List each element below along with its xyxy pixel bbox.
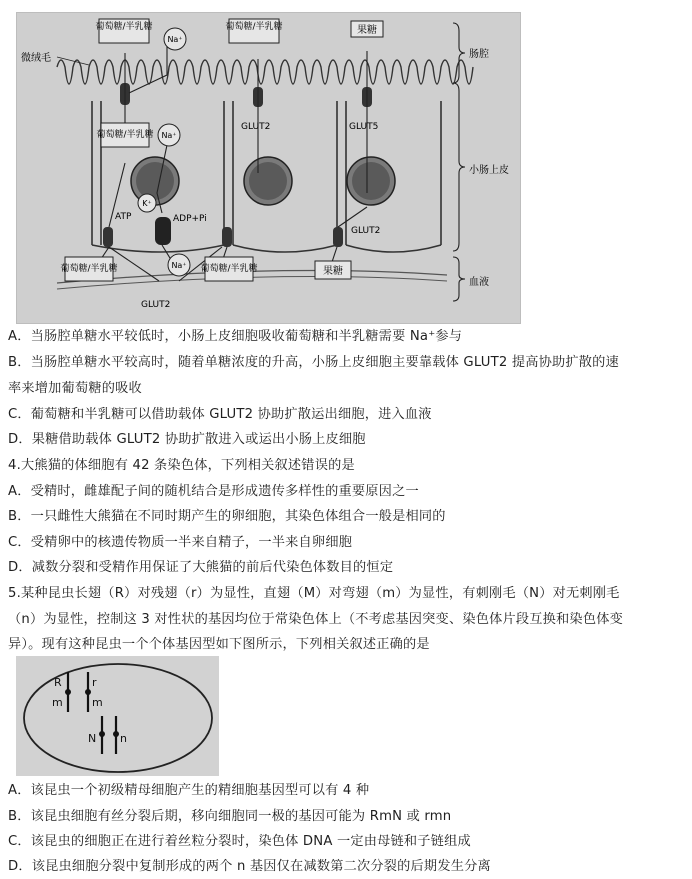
q5-stem-line2: （n）为显性，控制这 3 对性状的基因均位于常染色体上（不考虑基因突变、染色体片段互换和染色体变 — [8, 612, 623, 627]
q5-option-b: B．该昆虫细胞有丝分裂后期，移向细胞同一极的基因可能为 RmN 或 rmn — [8, 809, 452, 824]
glut2-basal-transporter-2 — [222, 227, 232, 247]
glucose-label-blood-1: 葡萄糖/半乳糖 — [60, 264, 118, 274]
q4-option-c: C．受精卵中的核遗传物质一半来自精子，一半来自卵细胞 — [8, 535, 353, 550]
glut2-label-apical: GLUT2 — [241, 122, 271, 132]
gene-n: n — [120, 732, 127, 745]
region-brackets — [453, 23, 465, 301]
label-box-fructose-blood — [315, 261, 351, 279]
microvilli-label: 微绒毛 — [21, 53, 51, 64]
q4-option-d: D．减数分裂和受精作用保证了大熊猫的前后代染色体数目的恒定 — [8, 560, 394, 575]
q4-stem: 4.大熊猫的体细胞有 42 条染色体，下列相关叙述错误的是 — [8, 458, 355, 473]
epithelium-label: 小肠上皮 — [469, 165, 509, 176]
svg-text:Na⁺: Na⁺ — [167, 35, 183, 44]
gene-m-right: m — [92, 696, 103, 709]
cell-outline — [24, 664, 212, 772]
glut5-label: GLUT5 — [349, 122, 379, 132]
label-box-glucose-top — [95, 19, 152, 43]
intestine-diagram-svg — [17, 13, 520, 323]
q5-stem-line1: 5.某种昆虫长翅（R）对残翅（r）为显性，直翅（M）对弯翅（m）为显性，有刺刚毛（N）对无刺刚毛 — [8, 586, 620, 601]
glucose-label-blood-2: 葡萄糖/半乳糖 — [200, 264, 258, 274]
na-ion-cell — [158, 124, 180, 146]
glut2-basal-transporter-1 — [103, 227, 113, 247]
q4-option-a: A．受精时，雌雄配子间的随机结合是形成遗传多样性的重要原因之一 — [8, 484, 419, 499]
svg-text:Na⁺: Na⁺ — [171, 261, 187, 270]
glut2-label-basal: GLUT2 — [351, 226, 381, 236]
gene-r: r — [92, 676, 97, 689]
blood-label: 血液 — [469, 277, 489, 288]
gene-R: R — [54, 676, 62, 689]
intestine-transport-figure — [16, 12, 521, 324]
glut2-label-bottom: GLUT2 — [141, 300, 171, 310]
q3-option-c: C．葡萄糖和半乳糖可以借助载体 GLUT2 协助扩散运出细胞，进入血液 — [8, 407, 432, 422]
adp-label: ADP+Pi — [173, 214, 207, 224]
q4-option-b: B．一只雌性大熊猫在不同时期产生的卵细胞，其染色体组合一般是相同的 — [8, 509, 446, 524]
label-box-glucose-cell — [96, 123, 153, 147]
na-k-pump — [155, 217, 171, 245]
label-box-glucose-blood-2 — [200, 257, 257, 281]
fructose-label-blood: 果糖 — [323, 266, 343, 277]
chromosome-diagram-svg — [16, 656, 219, 776]
q5-stem-line3: 异）。现有这种昆虫一个个体基因型如下图所示，下列相关叙述正确的是 — [8, 637, 430, 652]
gene-m-left: m — [52, 696, 63, 709]
microvilli-membrane — [57, 60, 473, 84]
q5-option-a: A．该昆虫一个初级精母细胞产生的精细胞基因型可以有 4 种 — [8, 783, 370, 798]
q5-option-c: C．该昆虫的细胞正在进行着丝粒分裂时，染色体 DNA 一定由母链和子链组成 — [8, 834, 471, 849]
q3-option-d: D．果糖借助载体 GLUT2 协助扩散进入或运出小肠上皮细胞 — [8, 432, 366, 447]
na-ion-blood — [168, 254, 190, 276]
glucose-label-mid: 葡萄糖/半乳糖 — [225, 22, 283, 32]
nucleus-cell-1 — [131, 157, 179, 205]
nucleus-cell-3 — [347, 157, 395, 205]
q5-option-d: D．该昆虫细胞分裂中复制形成的两个 n 基因仅在减数第二次分裂的后期发生分离 — [8, 859, 491, 874]
na-ion-lumen — [164, 28, 186, 50]
fructose-label-top: 果糖 — [357, 25, 377, 36]
glut2-basal-transporter-3 — [333, 227, 343, 247]
svg-text:Na⁺: Na⁺ — [161, 131, 177, 140]
lumen-label: 肠腔 — [469, 49, 489, 60]
label-box-glucose-blood-1 — [60, 257, 117, 281]
label-box-glucose-mid — [225, 19, 282, 43]
glucose-label-top: 葡萄糖/半乳糖 — [95, 22, 153, 32]
q3-option-a: A．当肠腔单糖水平较低时，小肠上皮细胞吸收葡萄糖和半乳糖需要 Na⁺参与 — [8, 329, 463, 344]
glucose-label-cell: 葡萄糖/半乳糖 — [96, 130, 154, 140]
label-box-fructose-top — [351, 21, 383, 37]
centromeres-pair-2 — [99, 731, 119, 737]
centromeres-pair-1 — [65, 689, 91, 695]
gene-N: N — [88, 732, 97, 745]
chromosome-figure — [16, 656, 219, 776]
atp-label: ATP — [115, 212, 132, 222]
svg-text:K⁺: K⁺ — [142, 199, 152, 208]
nucleus-cell-2 — [244, 157, 292, 205]
q3-option-b-line2: 率来增加葡萄糖的吸收 — [8, 381, 142, 396]
k-ion — [138, 194, 156, 212]
q3-option-b-line1: B．当肠腔单糖水平较高时，随着单糖浓度的升高，小肠上皮细胞主要靠载体 GLUT2 提高协助扩散的速 — [8, 355, 619, 370]
